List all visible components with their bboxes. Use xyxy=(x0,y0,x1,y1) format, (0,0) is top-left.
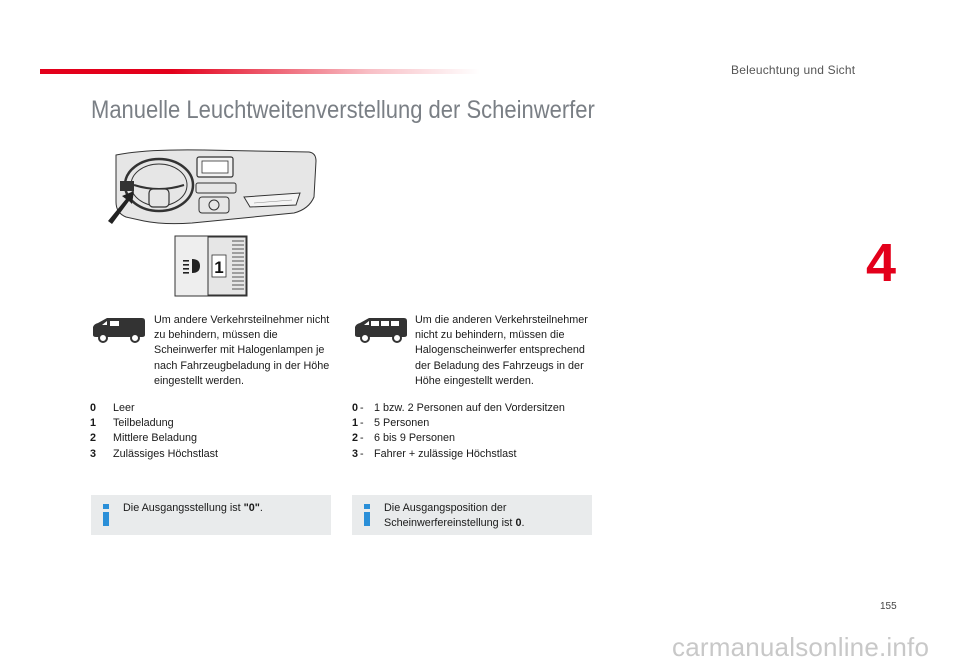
switch-position-label: 1 xyxy=(214,258,224,277)
note-text: Die Ausgangsposition der Scheinwerfereinstellung ist 0. xyxy=(384,502,525,530)
list-item: 2 - 6 bis 9 Personen xyxy=(352,432,456,445)
left-description: Um andere Verkehrsteilnehmer nicht zu behindern, müssen die Scheinwerfer mit Halogenlampen je nach Fahrzeugbeladung in der Höhe eingestellt werden. xyxy=(154,314,330,387)
info-note-left xyxy=(91,495,331,535)
right-load-list xyxy=(352,401,565,462)
list-item: 1 - 5 Personen xyxy=(352,417,430,430)
van-long-icon xyxy=(352,315,410,343)
section-title: Beleuchtung und Sicht xyxy=(731,63,856,77)
chapter-number: 4 xyxy=(866,233,897,293)
right-description: Um die anderen Verkehrsteilnehmer nicht zu behindern, müssen die Halogenscheinwerfer entsprechend der Beladung des Fahrzeugs in der Höhe eingestellt werden. xyxy=(415,314,588,387)
list-item: 1 Teilbeladung xyxy=(90,417,174,430)
list-item: 0 Leer xyxy=(90,402,135,414)
info-note-right xyxy=(352,495,592,535)
info-icon xyxy=(101,504,111,526)
note-text: Die Ausgangsstellung ist "0". xyxy=(123,502,263,514)
list-item: 2 Mittlere Beladung xyxy=(90,432,198,445)
info-icon xyxy=(362,504,372,526)
watermark: carmanualsonline.info xyxy=(672,632,930,662)
headlamp-switch-illustration xyxy=(174,235,248,297)
header-accent-bar xyxy=(40,69,480,74)
left-load-list xyxy=(90,401,218,462)
list-item: 0 - 1 bzw. 2 Personen auf den Vordersitzen xyxy=(352,402,565,414)
van-short-icon xyxy=(90,315,148,343)
page-number: 155 xyxy=(880,601,897,612)
list-item: 3 Zulässiges Höchstlast xyxy=(90,447,219,460)
list-item: 3 - Fahrer + zulässige Höchstlast xyxy=(352,447,517,460)
dashboard-illustration xyxy=(104,147,318,225)
page-title: Manuelle Leuchtweitenverstellung der Scheinwerfer xyxy=(91,96,595,124)
